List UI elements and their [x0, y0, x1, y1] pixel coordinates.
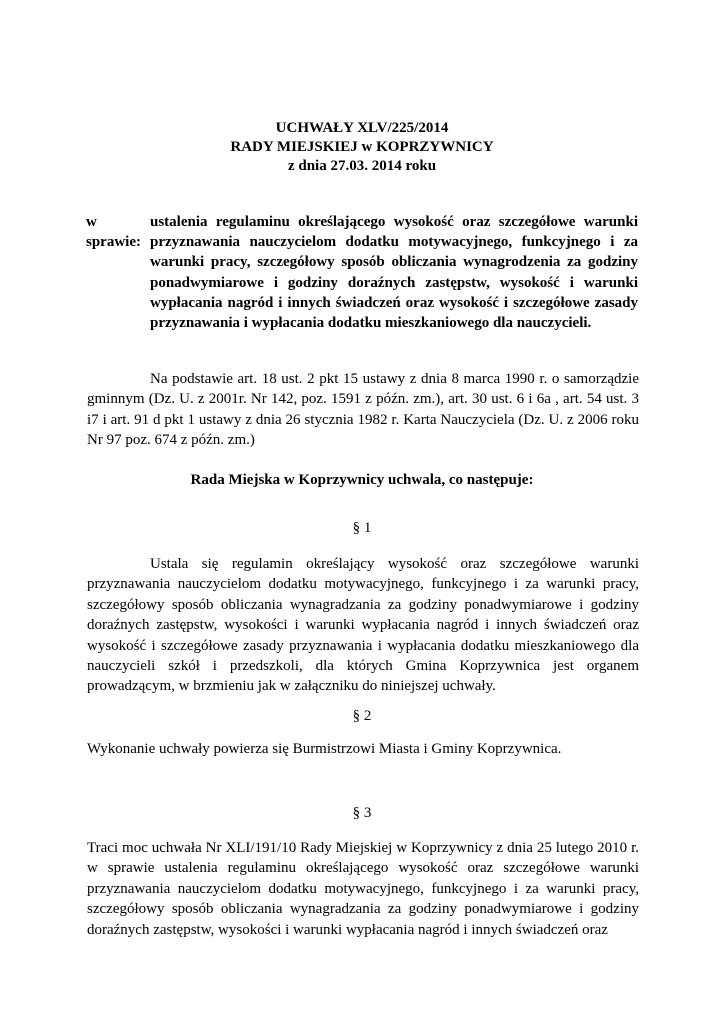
section-1-sign: § 1	[352, 520, 372, 536]
council-name: RADY MIEJSKIEJ w KOPRZYWNICY	[230, 139, 494, 155]
resolution-header	[0, 119, 724, 176]
section-3-sign: § 3	[352, 805, 372, 821]
resolution-number: UCHWAŁY XLV/225/2014	[275, 120, 449, 136]
section-2-sign: § 2	[352, 708, 372, 724]
section-3-text: Traci moc uchwała Nr XLI/191/10 Rady Miejskiej w Koprzywnicy z dnia 25 lutego 2010 r. w sprawie ustalenia regulaminu określającego wysokość oraz szczegółowe warunki przyznawania nauczycielom dodatku motywacyjnego, funkcyjnego i za warunki pracy, szczegółowy sposób obliczania wynagradzania za godziny ponadwymiarowe i godziny doraźnych zastępstw, wysokości i warunki wypłacania nagród i innych świadczeń oraz	[87, 840, 639, 938]
section-1-text: Ustala się regulamin określający wysokość oraz szczegółowe warunki przyznawania nauczycielom dodatku motywacyjnego, funkcyjnego i za warunki pracy, szczegółowy sposób obliczania wynagradzania za godziny ponadwymiarowe i godziny doraźnych zastępstw, wysokości i warunki wypłacania nagród i innych świadczeń oraz wysokość i szczegółowe zasady przyznawania i wypłacania dodatku mieszkaniowego dla nauczycieli szkół i przedszkoli, dla których Gmina Koprzywnica jest organem prowadzącym, w brzmieniu jak w załączniku do niniejszej uchwały.	[87, 556, 639, 695]
resolution-subject	[86, 212, 640, 333]
section-2-text: Wykonanie uchwały powierza się Burmistrzowi Miasta i Gminy Koprzywnica.	[87, 741, 562, 757]
subject-text: ustalenia regulaminu określającego wysokość oraz szczegółowe warunki przyznawania nauczycielom dodatku motywacyjnego, funkcyjnego i za warunki pracy, szczegółowy sposób obliczania wynagrodzenia za godziny ponadwymiarowe i godziny doraźnych zastępstw, wysokość i warunki wypłacania nagród i innych świadczeń oraz wysokość i szczegółowe zasady przyznawania i wypłacania dodatku mieszkaniowego dla nauczycieli.	[150, 214, 638, 332]
subject-lead: w sprawie:	[86, 214, 141, 251]
legal-basis-paragraph: Na podstawie art. 18 ust. 2 pkt 15 ustawy z dnia 8 marca 1990 r. o samorządzie gminnym (Dz. U. z 2001r. Nr 142, poz. 1591 z późn. zm.), art. 30 ust. 6 i 6a , art. 54 ust. 3 i7 i art. 91 d pkt 1 ustawy z dnia 26 stycznia 1982 r. Karta Nauczyciela (Dz. U. z 2006 roku Nr 97 poz. 674 z późn. zm.)	[87, 371, 639, 449]
resolution-intro: Rada Miejska w Koprzywnicy uchwala, co następuje:	[190, 472, 534, 488]
resolution-date: z dnia 27.03. 2014 roku	[287, 158, 437, 174]
